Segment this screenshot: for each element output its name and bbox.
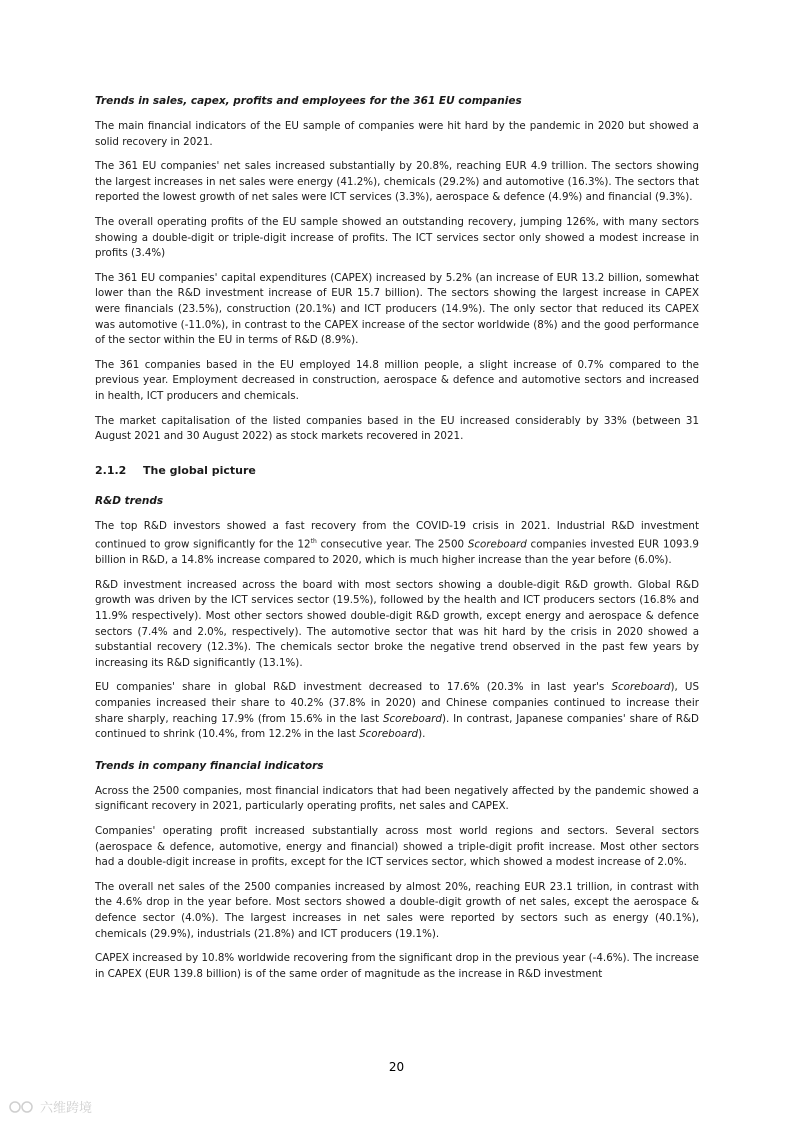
paragraph: R&D investment increased across the board with most sectors showing a double-digit R&D growth. Global R&D growth was driven by the ICT services sector (19.5%), followed by the health and ICT producers sectors (16.8% and 11.9% respectively). Most other sectors showed double-digit R&D growth, except energy and aerospace & defence sectors (7.4% and 2.0%, respectively). The automotive sector that was hit hard by the crisis in 2020 showed a substantial recovery (12.3%). The chemicals sector broke the negative trend observed in the past few years by increasing its R&D significantly (13.1%). [95, 578, 699, 669]
italic-text: Scoreboard [611, 681, 671, 694]
italic-text: Scoreboard [359, 728, 419, 741]
text-run: ). [418, 728, 426, 741]
section-title: The global picture [143, 463, 256, 477]
paragraph [95, 519, 699, 569]
paragraph: The overall net sales of the 2500 companies increased by almost 20%, reaching EUR 23.1 trillion, in contrast with the 4.6% drop in the year before. Most sectors showed a double-digit growth of net sales, except the aerospace & defence sector (4.0%). The largest increases in net sales were reported by sectors such as energy (40.1%), chemicals (29.9%), industrials (21.8%) and ICT producers (19.1%). [95, 880, 699, 940]
paragraph [95, 680, 699, 742]
italic-text: Scoreboard [382, 712, 442, 725]
paragraph: The market capitalisation of the listed companies based in the EU increased considerably by 33% (between 31 August 2021 and 30 August 2022) as stock markets recovered in 2021. [95, 414, 699, 443]
text-run: The top R&D investors showed a fast recovery from the COVID-19 crisis in 2021. Industrial R&D investment continued to grow significantly for the 12 [95, 519, 699, 551]
paragraph: The 361 companies based in the EU employed 14.8 million people, a slight increase of 0.7% compared to the previous year. Employment decreased in construction, aerospace & defence and automotive sectors and increased in health, ICT producers and chemicals. [95, 358, 699, 402]
watermark [8, 1097, 92, 1116]
watermark-logo-icon [8, 1098, 36, 1116]
text-run: consecutive year. The 2500 [316, 538, 468, 551]
section-title-global-picture [95, 463, 699, 478]
text-run: ), US companies increased their share to 40.2% (37.8% in 2020) and Chinese companies continued to increase their share sharply, reaching 17.9% (from 15.6% in the last [95, 681, 699, 725]
paragraph: The main financial indicators of the EU sample of companies were hit hard by the pandemic in 2020 but showed a solid recovery in 2021. [95, 120, 699, 148]
text-run: companies invested EUR 1093.9 billion in R&D, a 14.8% increase compared to 2020, which is much higher increase than the year before (6.0%). [95, 538, 699, 567]
subheading-financial-indicators: Trends in company financial indicators [95, 759, 324, 772]
watermark-text: 六维跨境 [40, 1101, 93, 1116]
paragraph: CAPEX increased by 10.8% worldwide recovering from the significant drop in the previous year (-4.6%). The increase in CAPEX (EUR 139.8 billion) is of the same order of magnitude as the increase in R&D investment [95, 952, 699, 980]
section-heading-eu-trends: Trends in sales, capex, profits and employees for the 361 EU companies [95, 95, 522, 107]
subheading-rd-trends: R&D trends [95, 494, 164, 507]
section-number: 2.1.2 [95, 463, 127, 477]
superscript: th [310, 538, 317, 546]
paragraph: The 361 EU companies' net sales increased substantially by 20.8%, reaching EUR 4.9 trillion. The sectors showing the largest increases in net sales were energy (41.2%), chemicals (29.2%) and automotive (16.3%). The sectors that reported the lowest growth of net sales were ICT services (3.3%), aerospace & defence (4.9%) and financial (9.3%). [95, 160, 699, 204]
paragraph: The 361 EU companies' capital expenditures (CAPEX) increased by 5.2% (an increase of EUR 13.2 billion, somewhat lower than the R&D investment increase of EUR 15.7 billion). The sectors showing the largest increase in CAPEX were financials (23.5%), construction (20.1%) and ICT producers (14.9%). The only sector that reduced its CAPEX was automotive (-11.0%), in contrast to the CAPEX increase of the sector worldwide (8%) and the good performance of the sector within the EU in terms of R&D (8.9%). [95, 271, 699, 347]
italic-text: Scoreboard [467, 538, 527, 551]
document-page [95, 94, 699, 991]
text-run: ). In contrast, Japanese companies' share of R&D continued to shrink (10.4%, from 12.2% in the last [95, 712, 699, 741]
page-number: 20 [388, 1060, 405, 1074]
paragraph: The overall operating profits of the EU sample showed an outstanding recovery, jumping 126%, with many sectors showing a double-digit or triple-digit increase of profits. The ICT services sector only showed a modest increase in profits (3.4%) [95, 215, 699, 260]
text-run: EU companies' share in global R&D investment decreased to 17.6% (20.3% in last year's [95, 681, 612, 694]
paragraph: Across the 2500 companies, most financial indicators that had been negatively affected by the pandemic showed a significant recovery in 2021, particularly operating profits, net sales and CAPEX. [95, 784, 699, 813]
paragraph: Companies' operating profit increased substantially across most world regions and sectors. Several sectors (aerospace & defence, automotive, energy and financial) showed a triple-digit profit increase. Most other sectors had a double-digit increase in profits, except for the ICT services sector, which showed a modest increase of 2.0%. [95, 825, 699, 869]
